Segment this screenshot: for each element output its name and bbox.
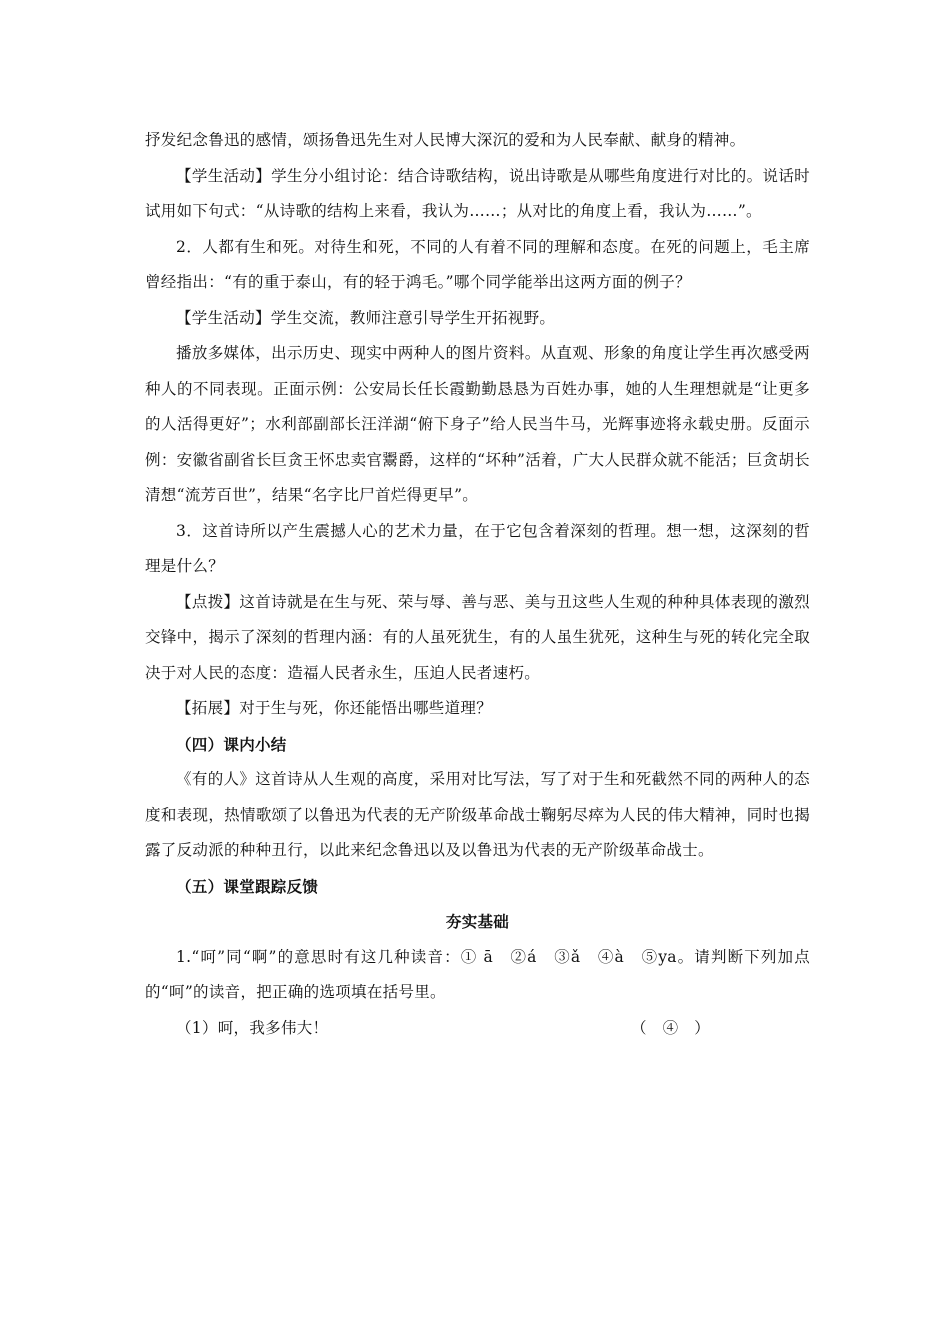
exercise-item-1	[145, 1011, 810, 1047]
exercise-item-answer: （ ④ ）	[631, 1018, 711, 1037]
paragraph-student-activity-discussion: 【学生活动】学生分小组讨论：结合诗歌结构，说出诗歌是从哪些角度进行对比的。说话时试用如下句式：“从诗歌的结构上来看，我认为……；从对比的角度上看，我认为……”。	[145, 166, 810, 220]
paragraph-continuation: 抒发纪念鲁迅的感情，颂扬鲁迅先生对人民博大深沉的爱和为人民奉献、献身的精神。	[145, 131, 746, 149]
document-body	[145, 123, 810, 1046]
section-heading-summary: （四）课内小结	[176, 734, 287, 754]
paragraph-extension: 【拓展】对于生与死，你还能悟出哪些道理？	[176, 699, 493, 717]
exercise-item-text: （1）呵，我多伟大！	[176, 1018, 329, 1037]
paragraph-multimedia-examples: 播放多媒体，出示历史、现实中两种人的图片资料。从直观、形象的角度让学生再次感受两种人的不同表现。正面示例：公安局长任长霞勤勤恳恳为百姓办事，她的人生理想就是“让更多的人活得更好”；水利部副部长汪洋湖“俯下身子”给人民当牛马，光辉事迹将永载史册。反面示例：安徽省副省长巨贪王怀忠卖官鬻爵，这样的“坏种”活着，广大人民群众就不能活；巨贪胡长清想“流芳百世”，结果“名字比尸首烂得更早”。	[145, 344, 810, 504]
section-heading-feedback: （五）课堂跟踪反馈	[176, 876, 319, 896]
paragraph-summary: 《有的人》这首诗从人生观的高度，采用对比写法，写了对于生和死截然不同的两种人的态度和表现，热情歌颂了以鲁迅为代表的无产阶级革命战士鞠躬尽瘁为人民的伟大精神，同时也揭露了反动派的种种丑行，以此来纪念鲁迅以及以鲁迅为代表的无产阶级革命战士。	[145, 770, 810, 859]
subheading-basics: 夯实基础	[445, 912, 510, 931]
paragraph-question-3: 3．这首诗所以产生震撼人心的艺术力量，在于它包含着深刻的哲理。想一想，这深刻的哲理是什么？	[145, 521, 810, 575]
paragraph-student-activity-exchange: 【学生活动】学生交流，教师注意引导学生开拓视野。	[176, 308, 556, 327]
paragraph-question-2: 2．人都有生和死。对待生和死，不同的人有着不同的理解和态度。在死的问题上，毛主席曾经指出：“有的重于泰山，有的轻于鸿毛。”哪个同学能举出这两方面的例子？	[145, 237, 810, 291]
paragraph-guidance: 【点拨】这首诗就是在生与死、荣与辱、善与恶、美与丑这些人生观的种种具体表现的激烈交锋中，揭示了深刻的哲理内涵：有的人虽死犹生，有的人虽生犹死，这种生与死的转化完全取决于对人民的态度：造福人民者永生，压迫人民者速朽。	[145, 592, 810, 682]
exercise-question-1: 1.“呵”同“啊”的意思时有这几种读音：① ā ②á ③ǎ ④à ⑤ya。请判断下列加点的“呵”的读音，把正确的选项填在括号里。	[145, 947, 810, 1001]
